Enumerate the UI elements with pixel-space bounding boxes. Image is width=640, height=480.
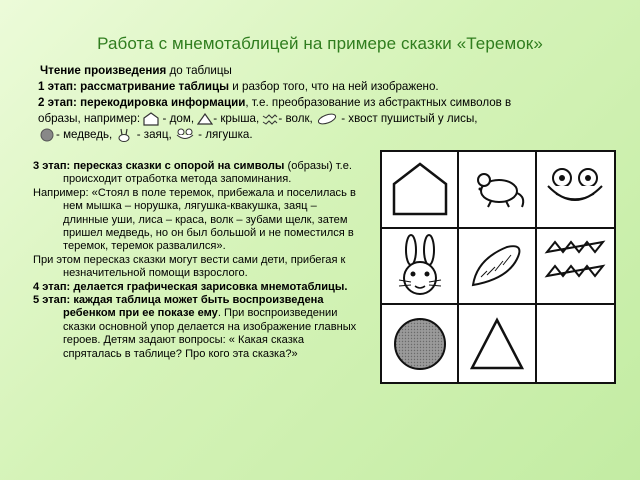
mnemo-table	[380, 150, 616, 384]
cell-triangle	[459, 305, 536, 382]
legend-line-2: - медведь, - заяц, - лягушка.	[38, 127, 628, 143]
hare-icon	[393, 234, 447, 298]
hare-icon	[115, 128, 133, 142]
retell-paragraph: При этом пересказ сказки могут вести сами дети, прибегая к незначительной помощи взрослого.	[33, 253, 346, 280]
stage3-paragraph: 3 этап: пересказ сказки с опорой на символы (образы) т.е. происходит отработка метода запоминания.	[33, 160, 352, 186]
steps-text	[33, 160, 363, 361]
fox-tail-icon	[467, 241, 527, 291]
cell-frog	[537, 152, 614, 229]
cell-hare	[382, 229, 459, 306]
page-title: Работа с мнемотаблицей на примере сказки «Теремок»	[97, 34, 543, 53]
wolf-teeth-icon	[543, 238, 607, 294]
legend-line-1: образы, например: - дом, - крыша, - волк, - хвост пушистый у лисы,	[38, 112, 478, 125]
wolf-teeth-icon	[262, 113, 278, 125]
cell-empty	[537, 305, 614, 382]
cell-house	[382, 152, 459, 229]
mouse-icon	[466, 167, 528, 211]
stage1-line: 1 этап: рассматривание таблицы и разбор того, что на ней изображено.	[38, 80, 439, 93]
roof-icon	[197, 113, 213, 125]
cell-mouse	[459, 152, 536, 229]
house-icon	[390, 160, 450, 218]
bear-icon	[38, 128, 56, 142]
triangle-icon	[469, 317, 525, 371]
cell-wolf-teeth	[537, 229, 614, 306]
bear-icon	[392, 316, 448, 372]
example-paragraph: Например: «Стоял в поле теремок, прибежала и поселилась в нем мышка – норушка, лягушка-квакушка, заяц – длинные уши, лиса – краса, волк – зубами щелк, затем пришел медведь, но он был большой и не поместился в теремок, теремок развалился».	[33, 186, 356, 253]
stage2-line: 2 этап: перекодировка информации, т.е. преобразование из абстрактных символов в	[38, 96, 512, 109]
intro-block	[38, 63, 628, 143]
reading-line: Чтение произведения до таблицы	[40, 64, 232, 77]
frog-icon	[175, 128, 195, 142]
cell-fox-tail	[459, 229, 536, 306]
house-icon	[143, 112, 159, 126]
frog-icon	[544, 166, 606, 212]
stage4-paragraph: 4 этап: делается графическая зарисовка мнемотаблицы.	[33, 280, 348, 293]
stage5-paragraph: 5 этап: каждая таблица может быть воспроизведена ребенком при ее показе ему. При воспроизведении сказки основной упор делается на изображение главных героев. Детям задают вопросы: « Какая сказка спряталась в таблице? Про кого эта сказка?»	[33, 294, 357, 360]
fox-tail-icon	[316, 113, 338, 125]
cell-bear	[382, 305, 459, 382]
